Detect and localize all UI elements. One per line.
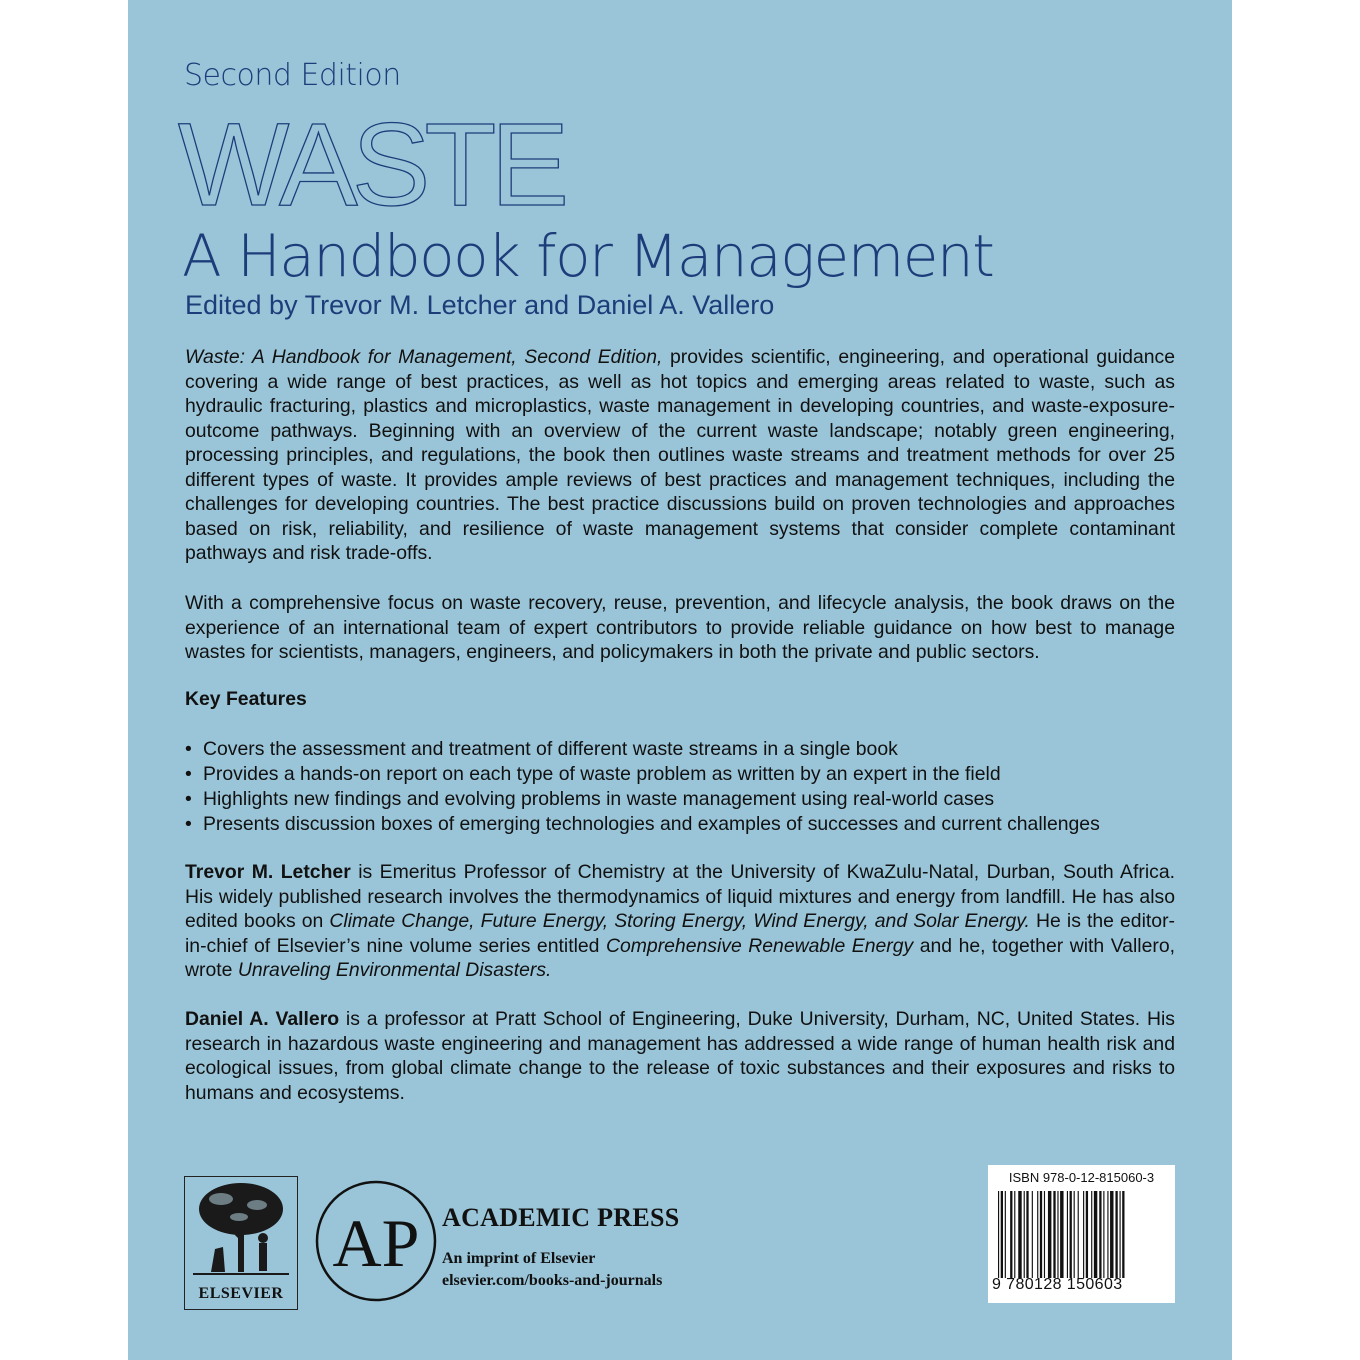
feature-text: Covers the assessment and treatment of different waste streams in a single book <box>203 738 898 760</box>
author-name: Trevor M. Letcher <box>185 861 351 883</box>
bio-text: is Emeritus Professor of Chemistry at the University of KwaZulu-Natal, Durban, South Africa. His widely published research involves the thermodynamics of liquid mixtures and energy from landfill. He has also edited books on <box>185 861 1176 932</box>
list-item <box>185 812 1100 837</box>
book-subtitle: A Handbook for Management <box>182 222 994 290</box>
feature-text: Provides a hands-on report on each type of waste problem as written by an expert in the field <box>203 763 1001 785</box>
bullet-icon: • <box>185 763 192 785</box>
ap-monogram: AP <box>332 1205 420 1281</box>
description-text: provides scientific, engineering, and operational guidance covering a wide range of best practices, as well as hot topics and emerging areas related to waste, such as hydraulic fracturing, plastics and microplastics, waste management in developing countries, and waste-exposure-outcome pathways. Beginning with an overview of the current waste landscape; notably green engineering, processing principles, and regulations, the book then outlines waste streams and treatment methods for over 25 different types of waste. It provides ample reviews of best practices and management techniques, including the challenges for developing countries. The best practice discussions build on proven technologies and approaches based on risk, reliability, and resilience of waste management systems that consider complete contaminant pathways and risk trade-offs. <box>185 346 1175 564</box>
publisher-name: ACADEMIC PRESS <box>442 1203 680 1232</box>
description-paragraph-2: With a comprehensive focus on waste recovery, reuse, prevention, and lifecycle analysis, the book draws on the experience of an international team of expert contributors to provide reliable guidance on how best to manage wastes for scientists, managers, engineers, and policymakers in both the private and public sectors. <box>185 592 1175 663</box>
publisher-url: elsevier.com/books-and-journals <box>442 1272 663 1289</box>
list-item <box>185 737 1100 762</box>
edition-label: Second Edition <box>184 58 401 93</box>
bio-vallero <box>185 1007 1175 1105</box>
book-title-italic: Waste: A Handbook for Management, Second Edition, <box>185 346 663 368</box>
book-title: WASTE <box>178 99 564 231</box>
publisher-imprint: An imprint of Elsevier <box>442 1250 596 1267</box>
author-name: Daniel A. Vallero <box>185 1008 340 1030</box>
list-item <box>185 762 1100 787</box>
book-title-italic: Comprehensive Renewable Energy <box>605 934 914 957</box>
bio-letcher <box>185 860 1175 983</box>
key-features-list <box>185 737 1100 837</box>
key-features-heading: Key Features <box>185 688 307 710</box>
feature-text: Presents discussion boxes of emerging technologies and examples of successes and current challenges <box>203 813 1100 835</box>
bio-text: He is the editor-in-chief of Elsevier’s nine volume series entitled <box>185 910 1175 957</box>
elsevier-logo <box>184 1176 298 1310</box>
barcode-digits: 9 780128 150603 <box>992 1276 1123 1293</box>
isbn-barcode-box <box>988 1165 1175 1303</box>
academic-press-logo-icon <box>314 1179 438 1303</box>
bullet-icon: • <box>185 813 192 835</box>
bio-text: and he, together with Vallero, wrote <box>185 934 1175 981</box>
description-paragraph-1 <box>185 345 1175 566</box>
book-title-italic: Unraveling Environmental Disasters. <box>237 959 552 981</box>
isbn-label: ISBN 978-0-12-815060-3 <box>1008 1170 1155 1185</box>
elsevier-wordmark: ELSEVIER <box>198 1285 284 1302</box>
bullet-icon: • <box>185 788 192 810</box>
book-list-italic: Climate Change, Future Energy, Storing Energy, Wind Energy, and Solar Energy. <box>329 910 1030 932</box>
barcode-icon <box>996 1191 1167 1278</box>
elsevier-tree-icon <box>185 1177 297 1281</box>
feature-text: Highlights new findings and evolving problems in waste management using real-world cases <box>203 788 995 810</box>
bullet-icon: • <box>185 738 192 760</box>
book-back-cover <box>128 0 1232 1360</box>
editors-line: Edited by Trevor M. Letcher and Daniel A. Vallero <box>185 290 775 320</box>
list-item <box>185 787 1100 812</box>
bio-text: is a professor at Pratt School of Engineering, Duke University, Durham, NC, United States. His research in hazardous waste engineering and management has addressed a wide range of human health risk and ecological issues, from global climate change to the release of toxic substances and their exposures and risks to humans and ecosystems. <box>185 1008 1176 1104</box>
